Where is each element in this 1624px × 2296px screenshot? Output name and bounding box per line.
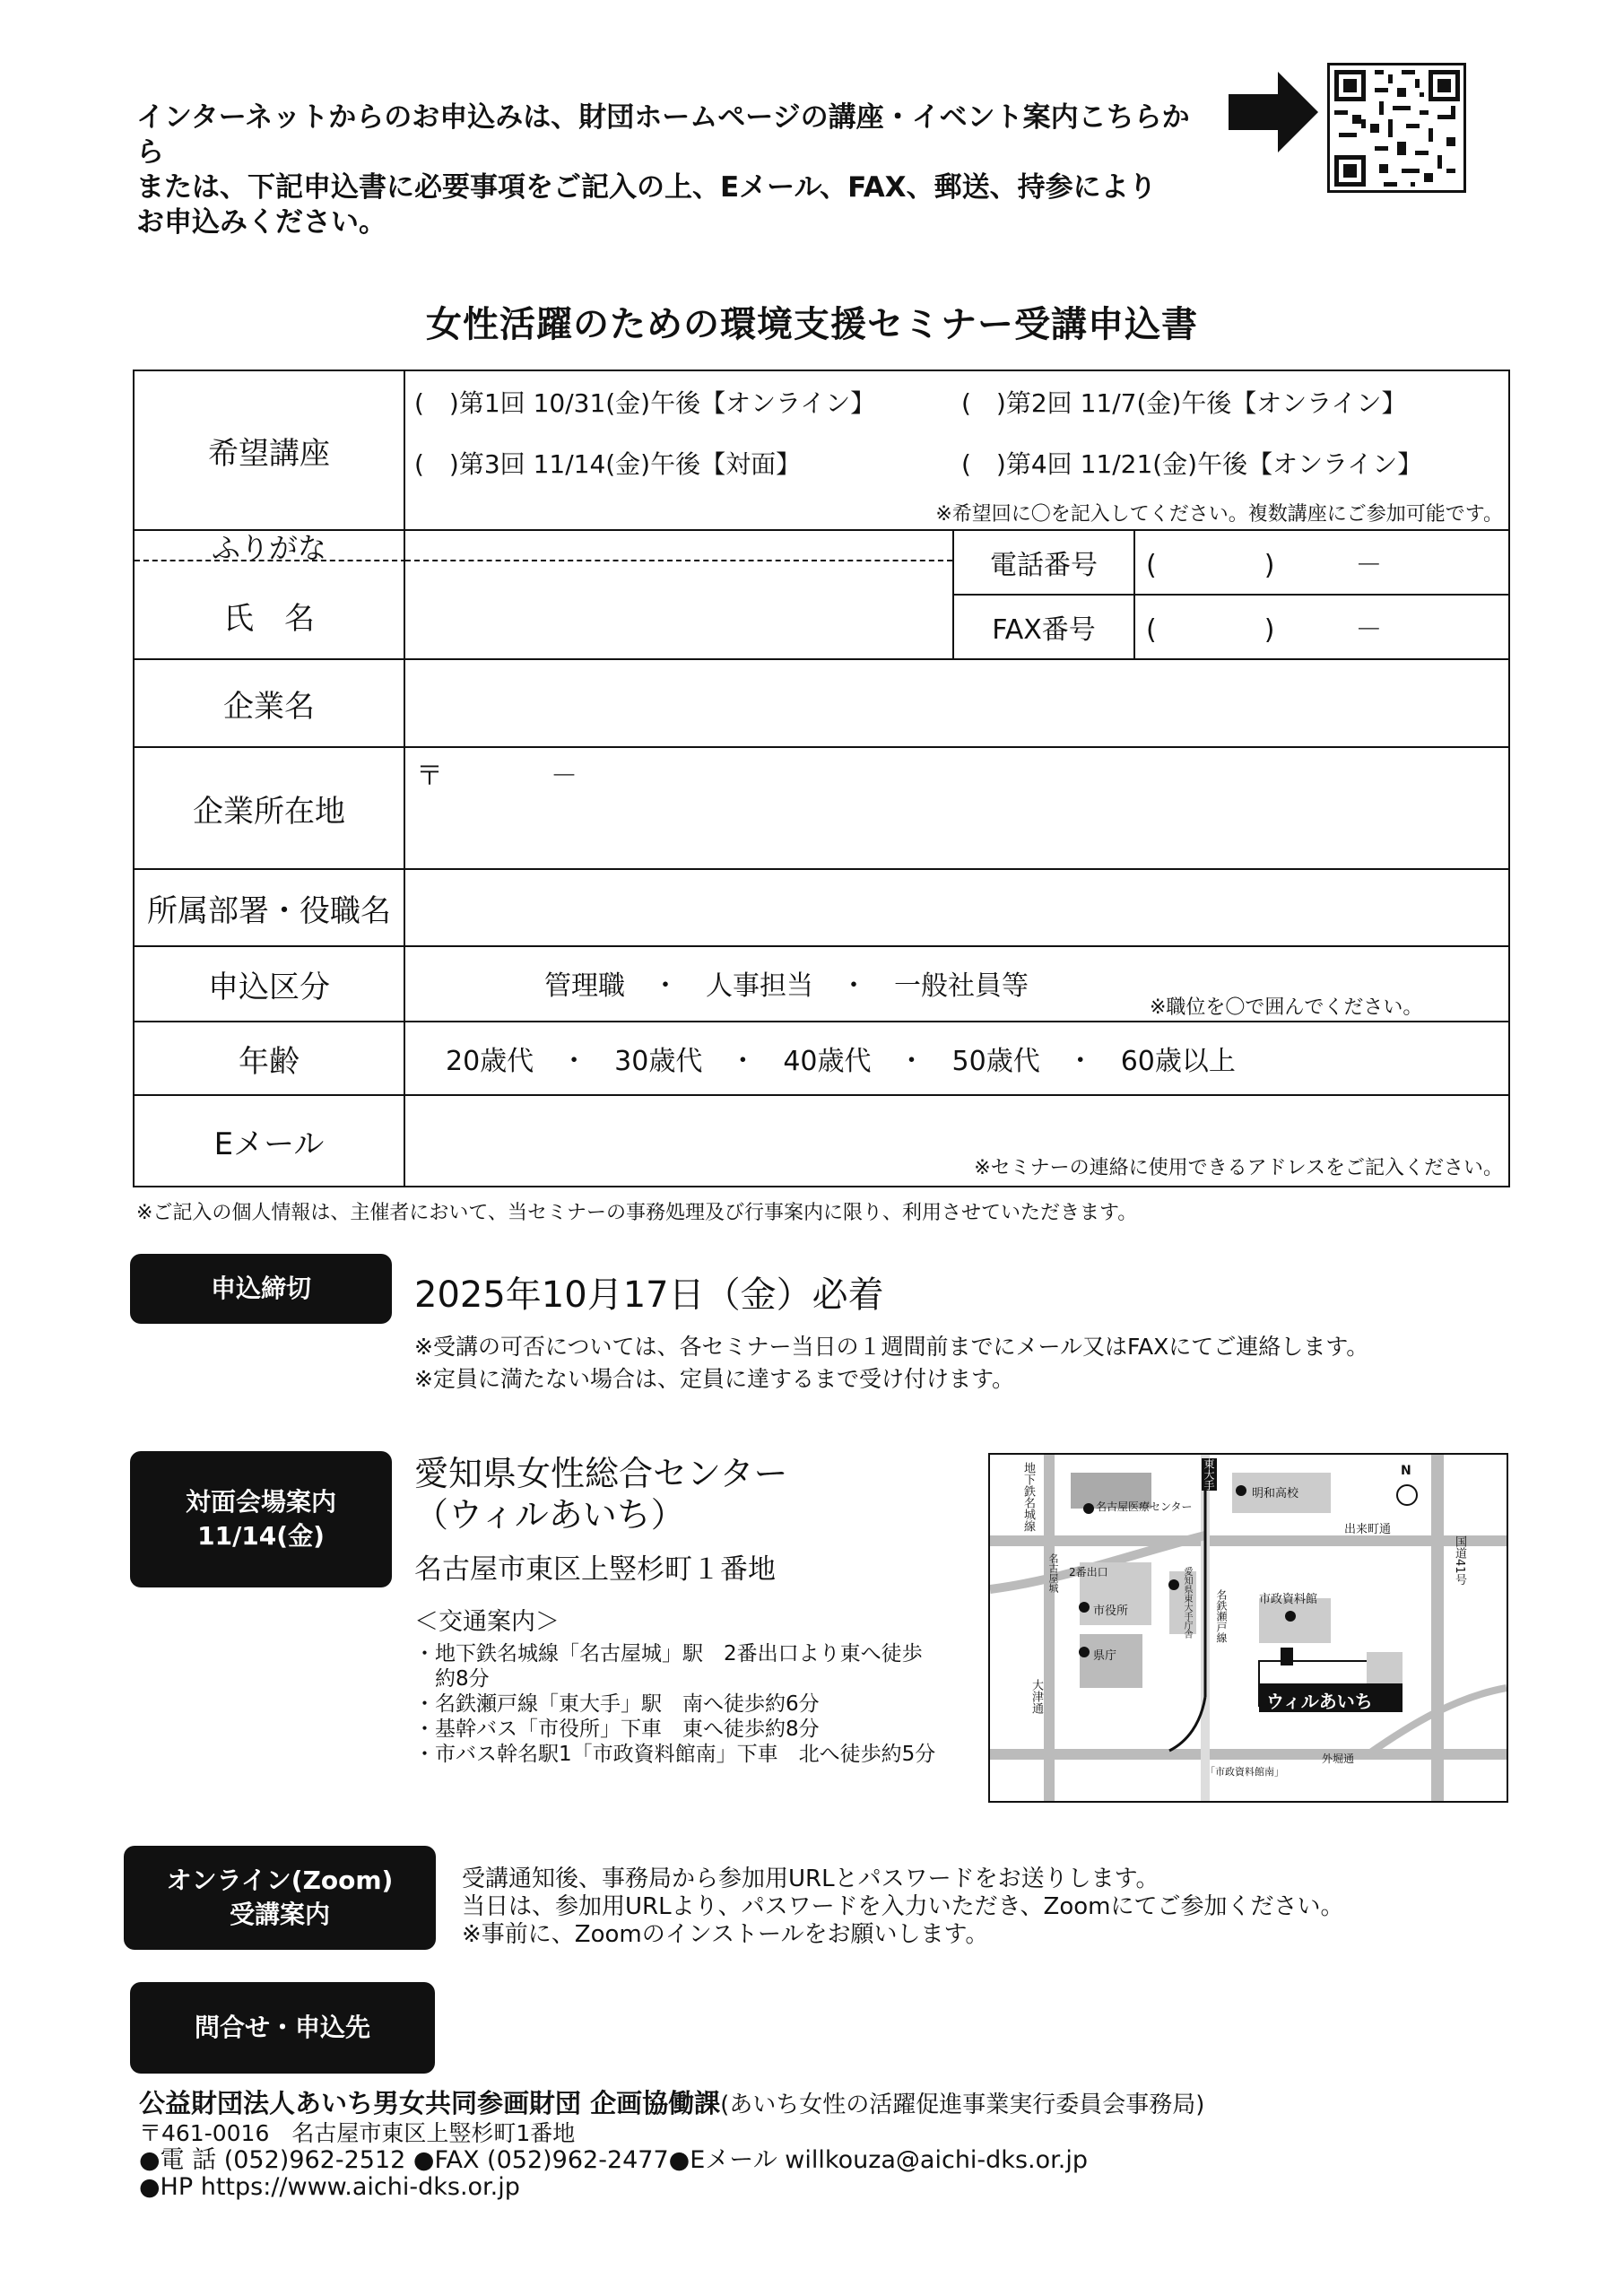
contact-address: 〒461-0016 名古屋市東区上竪杉町1番地 bbox=[139, 2120, 576, 2146]
map-label-subway: 地下鉄名城線 bbox=[1021, 1462, 1035, 1532]
email-note: ※セミナーの連絡に使用できるアドレスをご記入ください。 bbox=[974, 1157, 1503, 1179]
contact-label: 問合せ・申込先 bbox=[130, 1982, 435, 2074]
name-label: 氏 名 bbox=[223, 601, 315, 637]
map-label-medical: 名古屋医療センター bbox=[1096, 1500, 1193, 1513]
access-item: ・地下鉄名城線「名古屋城」駅 2番出口より東へ徒歩 bbox=[414, 1642, 923, 1665]
email-input[interactable] bbox=[404, 1095, 1509, 1187]
fax-row[interactable] bbox=[954, 596, 1508, 658]
map-label-kencho: 県庁 bbox=[1093, 1649, 1117, 1663]
contact-org: 公益財団法人あいち男女共同参画財団 企画協働課 bbox=[139, 2088, 721, 2118]
venue-label-2: 11/14(金) bbox=[197, 1521, 325, 1551]
arrow-right-icon bbox=[1229, 72, 1318, 152]
age-options[interactable]: 20歳代 ・ 30歳代 ・ 40歳代 ・ 50歳代 ・ 60歳以上 bbox=[404, 1022, 1509, 1095]
address-label: 企業所在地 bbox=[134, 747, 404, 869]
map-label-exit2: 2番出口 bbox=[1069, 1566, 1108, 1578]
course-cell[interactable] bbox=[404, 370, 1509, 530]
map-label-meiwa: 明和高校 bbox=[1252, 1487, 1299, 1500]
deadline-date: 2025年10月17日（金）必着 bbox=[414, 1274, 884, 1316]
venue-label-1: 対面会場案内 bbox=[185, 1487, 336, 1517]
online-label-1: オンライン(Zoom) bbox=[166, 1866, 394, 1895]
category-note: ※職位を〇で囲んでください。 bbox=[1150, 996, 1423, 1019]
venue-name-1: 愛知県女性総合センター bbox=[414, 1454, 788, 1493]
phone-template[interactable]: ( ) － bbox=[1146, 550, 1383, 581]
venue-label bbox=[130, 1451, 392, 1587]
postal-template: 〒 － bbox=[416, 761, 578, 792]
qr-code-icon[interactable] bbox=[1327, 63, 1466, 193]
north-icon: N bbox=[1401, 1464, 1411, 1478]
access-title: ＜交通案内＞ bbox=[414, 1608, 560, 1636]
privacy-note: ※ご記入の個人情報は、主催者において、当セミナーの事務処理及び行事案内に限り、利用させていただきます。 bbox=[136, 1202, 1138, 1224]
dept-label: 所属部署・役職名 bbox=[134, 869, 404, 946]
map-label-meitetsu: 名鉄瀬戸線 bbox=[1215, 1589, 1228, 1643]
furigana-divider bbox=[405, 560, 952, 561]
online-label bbox=[124, 1846, 436, 1950]
access-item: ・市バス幹名駅1「市政資料館南」下車 北へ徒歩約5分 bbox=[414, 1743, 936, 1766]
email-label: Eメール bbox=[134, 1095, 404, 1187]
category-cell[interactable] bbox=[404, 946, 1509, 1022]
deadline-label: 申込締切 bbox=[130, 1254, 392, 1324]
map-label-demachi: 出来町通 bbox=[1344, 1523, 1392, 1536]
category-label: 申込区分 bbox=[134, 946, 404, 1022]
age-label: 年齢 bbox=[134, 1022, 404, 1095]
form-title: 女性活躍のための環境支援セミナー受講申込書 bbox=[426, 304, 1198, 345]
contact-phone-fax-email[interactable]: ●電 話 (052)962-2512 ●FAX (052)962-2477●Eメール willkouza@aichi-dks.or.jp bbox=[139, 2146, 1088, 2174]
phone-row[interactable] bbox=[954, 531, 1508, 596]
course-note: ※希望回に〇を記入してください。複数講座にご参加可能です。 bbox=[935, 503, 1503, 526]
online-line-3: ※事前に、Zoomのインストールをお願いします。 bbox=[462, 1921, 989, 1948]
intro-line-1: インターネットからのお申込みは、財団ホームページの講座・イベント案内こちらから bbox=[136, 101, 1190, 169]
intro-line-3: お申込みください。 bbox=[136, 206, 386, 239]
map-label-aichi-office: 愛知県東大手庁舎 bbox=[1182, 1567, 1192, 1639]
venue-map bbox=[988, 1453, 1508, 1803]
deadline-note-1: ※受講の可否については、各セミナー当日の１週間前までにメール又はFAXにてご連絡します。 bbox=[414, 1334, 1369, 1360]
map-graphic bbox=[990, 1455, 1507, 1801]
deadline-note-2: ※定員に満たない場合は、定員に達するまで受け付けます。 bbox=[414, 1366, 1014, 1392]
intro-text bbox=[136, 100, 1212, 240]
map-label-nagoyajo: 名古屋城 bbox=[1047, 1553, 1059, 1593]
map-label-otsu: 大津通 bbox=[1029, 1679, 1043, 1714]
map-label-kokudo: 国道41号 bbox=[1453, 1535, 1466, 1586]
access-item: 約8分 bbox=[414, 1667, 490, 1691]
address-input[interactable] bbox=[404, 747, 1509, 869]
contact-org-line bbox=[139, 2090, 1204, 2118]
venue-name-2: （ウィルあいち） bbox=[414, 1495, 685, 1535]
online-label-2: 受講案内 bbox=[229, 1900, 330, 1929]
company-input[interactable] bbox=[404, 659, 1509, 747]
online-line-1: 受講通知後、事務局から参加用URLとパスワードをお送りします。 bbox=[462, 1866, 1159, 1892]
furigana-label: ふりがな bbox=[211, 531, 326, 565]
contact-org-sub: (あいち女性の活躍促進事業実行委員会事務局) bbox=[720, 2092, 1205, 2118]
venue-name bbox=[414, 1453, 787, 1535]
access-item: ・基幹バス「市役所」下車 東へ徒歩約8分 bbox=[414, 1718, 820, 1741]
map-label-shiyakusho: 市役所 bbox=[1093, 1605, 1129, 1618]
intro-line-2: または、下記申込書に必要事項をご記入の上、Eメール、FAX、郵送、持参により bbox=[136, 171, 1157, 204]
company-label: 企業名 bbox=[134, 659, 404, 747]
category-options[interactable]: 管理職 ・ 人事担当 ・ 一般社員等 bbox=[544, 970, 1029, 1002]
course-label: 希望講座 bbox=[134, 370, 404, 530]
dept-input[interactable] bbox=[404, 869, 1509, 946]
name-label-cell bbox=[134, 530, 404, 659]
access-item: ・名鉄瀬戸線「東大手」駅 南へ徒歩約6分 bbox=[414, 1692, 820, 1716]
map-label-shisei-minami: 「市政資料館南」 bbox=[1205, 1766, 1284, 1778]
fax-label: FAX番号 bbox=[954, 596, 1135, 658]
course-option-4[interactable]: ( )第4回 11/21(金)午後【オンライン】 bbox=[961, 449, 1423, 479]
course-option-2[interactable]: ( )第2回 11/7(金)午後【オンライン】 bbox=[961, 388, 1407, 418]
fax-template[interactable]: ( ) － bbox=[1146, 614, 1383, 646]
phone-label: 電話番号 bbox=[954, 531, 1135, 594]
furigana-divider bbox=[135, 560, 406, 561]
map-label-higashiote: 東大手 bbox=[1203, 1458, 1215, 1491]
map-label-shisei: 市政資料館 bbox=[1259, 1593, 1318, 1606]
map-label-sotobori: 外堀通 bbox=[1322, 1752, 1355, 1765]
course-option-3[interactable]: ( )第3回 11/14(金)午後【対面】 bbox=[414, 449, 802, 479]
online-info bbox=[462, 1866, 1344, 1949]
application-form bbox=[133, 370, 1510, 1187]
online-line-2: 当日は、参加用URLより、パスワードを入力いただき、Zoomにてご参加ください。 bbox=[462, 1893, 1344, 1920]
access-list bbox=[414, 1641, 935, 1767]
venue-address: 名古屋市東区上竪杉町１番地 bbox=[414, 1553, 776, 1586]
map-label-will: ウィルあいち bbox=[1266, 1691, 1373, 1712]
contact-numbers-cell bbox=[953, 530, 1509, 659]
course-option-1[interactable]: ( )第1回 10/31(金)午後【オンライン】 bbox=[414, 388, 876, 418]
deadline-notes bbox=[414, 1331, 1368, 1396]
contact-hp-link[interactable]: ●HP https://www.aichi-dks.or.jp bbox=[139, 2173, 520, 2201]
name-input-cell[interactable] bbox=[404, 530, 953, 659]
